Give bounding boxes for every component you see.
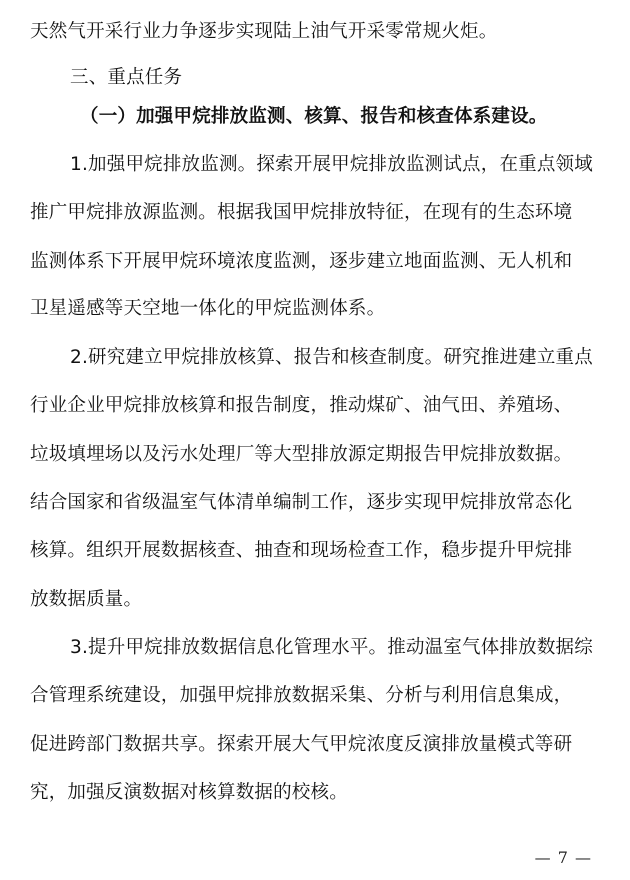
paragraph-line: 行业企业甲烷排放核算和报告制度，推动煤矿、油气田、养殖场、 — [30, 395, 573, 416]
paragraph-line: 天然气开采行业力争逐步实现陆上油气开采零常规火炬。 — [30, 21, 498, 42]
subsection-heading: （一）加强甲烷排放监测、核算、报告和核查体系建设。 — [80, 106, 548, 127]
paragraph-line: 垃圾填埋场以及污水处理厂等大型排放源定期报告甲烷排放数据。 — [30, 444, 573, 465]
paragraph-line: 1.加强甲烷排放监测。探索开展甲烷排放监测试点，在重点领域 — [70, 154, 593, 175]
paragraph-line: 推广甲烷排放源监测。根据我国甲烷排放特征，在现有的生态环境 — [30, 202, 573, 223]
paragraph-line: 促进跨部门数据共享。探索开展大气甲烷浓度反演排放量模式等研 — [30, 734, 573, 755]
paragraph-line: 合管理系统建设，加强甲烷排放数据采集、分析与利用信息集成， — [30, 685, 573, 706]
paragraph-line: 结合国家和省级温室气体清单编制工作，逐步实现甲烷排放常态化 — [30, 492, 573, 513]
section-heading: 三、重点任务 — [70, 67, 183, 88]
paragraph-line: 核算。组织开展数据核查、抽查和现场检查工作，稳步提升甲烷排 — [30, 540, 573, 561]
page-number: — 7 — — [534, 848, 592, 867]
paragraph-line: 监测体系下开展甲烷环境浓度监测，逐步建立地面监测、无人机和 — [30, 251, 573, 272]
paragraph-line: 放数据质量。 — [30, 589, 143, 610]
paragraph-line: 2.研究建立甲烷排放核算、报告和核查制度。研究推进建立重点 — [70, 347, 593, 368]
paragraph-line: 3.提升甲烷排放数据信息化管理水平。推动温室气体排放数据综 — [70, 637, 593, 658]
paragraph-line: 究，加强反演数据对核算数据的校核。 — [30, 782, 348, 803]
paragraph-line: 卫星遥感等天空地一体化的甲烷监测体系。 — [30, 298, 386, 319]
